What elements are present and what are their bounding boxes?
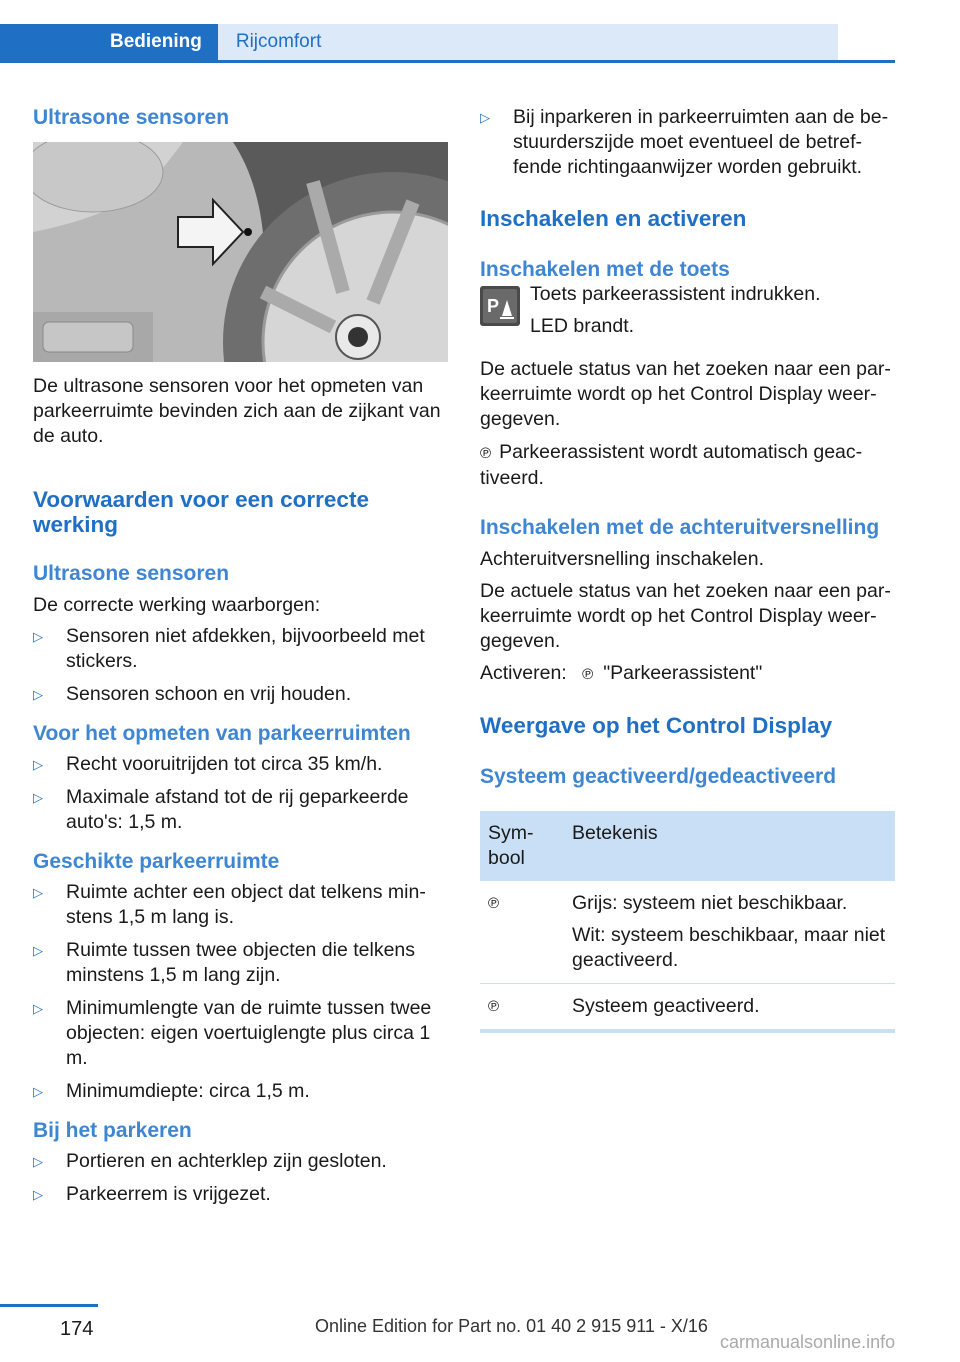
when-parking-list xyxy=(33,1149,448,1207)
parking-assistant-icon: ℗ xyxy=(480,984,564,1032)
page-number: 174 xyxy=(60,1318,94,1340)
sensor-list xyxy=(33,624,448,707)
watermark: carmanualsonline.info xyxy=(720,1332,896,1352)
display-title: Weergave op het Control Display xyxy=(480,713,833,738)
triangle-right-icon: ▷ xyxy=(33,943,43,958)
press-button-text: Toets parkeerassistent indrukken. xyxy=(530,283,821,305)
table-header-row xyxy=(480,811,895,881)
parking-assistant-icon: ℗ xyxy=(480,445,492,462)
reverse-gear-subtitle: Inschakelen met de achteruitversnelling xyxy=(480,516,880,539)
parking-assistant-button-icon xyxy=(480,286,520,326)
auto-activate-text: ℗ Parkeerassistent wordt automatisch geactiveerd. xyxy=(480,441,863,489)
symbol-column-header: Symbool xyxy=(480,811,564,881)
list-item: ▷ Maximale afstand tot de rij geparkeerde auto's: 1,5 m. xyxy=(33,786,409,833)
sensor-location-photo xyxy=(33,142,448,362)
system-status-subtitle: Systeem geactiveerd/gedeactiveerd xyxy=(480,765,837,788)
table-row: ℗ Systeem geactiveerd. xyxy=(480,984,895,1032)
sensors-intro: De ultrasone sensoren voor het opmeten van parkeerruimte bevinden zich aan de zijkant van de auto. xyxy=(33,375,441,447)
ultrasonic-subtitle: Ultrasone sensoren xyxy=(33,562,230,585)
list-item: ▷ Ruimte achter een object dat telkens minstens 1,5 m lang is. xyxy=(33,881,426,928)
measuring-subtitle: Voor het opmeten van parkeerruimten xyxy=(33,722,411,745)
when-parking-subtitle: Bij het parkeren xyxy=(33,1119,192,1142)
conditions-title: Voorwaarden voor een correcte werking xyxy=(33,487,369,537)
list-item: ▷ Portieren en achterklep zijn gesloten. xyxy=(33,1150,387,1172)
left-column xyxy=(33,95,448,1207)
list-item: ▷ Sensoren schoon en vrij houden. xyxy=(33,683,352,705)
suitable-space-list xyxy=(33,880,448,1104)
led-text: LED brandt. xyxy=(530,315,635,337)
list-item: ▷ Minimumdiepte: circa 1,5 m. xyxy=(33,1080,310,1102)
status-text-2: De actuele status van het zoeken naar een parkeerruimte wordt op het Control Display weergegeven. xyxy=(480,580,891,652)
symbol-table xyxy=(480,811,895,1033)
meaning-column-header: Betekenis xyxy=(564,811,895,881)
indicator-list xyxy=(480,105,895,180)
header-tabs xyxy=(0,24,838,60)
triangle-right-icon: ▷ xyxy=(33,757,43,772)
header-rule xyxy=(0,60,895,63)
triangle-right-icon: ▷ xyxy=(480,110,490,125)
suitable-space-subtitle: Geschikte parkeerruimte xyxy=(33,850,280,873)
list-item: ▷ Minimumlengte van de ruimte tussen twee objecten: eigen voertuiglengte plus circa 1 m. xyxy=(33,997,432,1069)
parking-assistant-icon: ℗ xyxy=(480,881,564,984)
list-item: ▷ Recht vooruitrijden tot circa 35 km/h. xyxy=(33,753,383,775)
button-instruction xyxy=(480,283,895,339)
triangle-right-icon: ▷ xyxy=(33,1084,43,1099)
list-item: ▷ Sensoren niet afdekken, bijvoorbeeld met stickers. xyxy=(33,625,425,672)
button-subtitle: Inschakelen met de toets xyxy=(480,258,730,281)
activate-title: Inschakelen en activeren xyxy=(480,206,747,231)
right-column xyxy=(480,95,895,1033)
triangle-right-icon: ▷ xyxy=(33,687,43,702)
triangle-right-icon: ▷ xyxy=(33,790,43,805)
tab-rijcomfort[interactable]: Rijcomfort xyxy=(218,24,838,60)
edition-text: Online Edition for Part no. 01 40 2 915 911 - X/16 xyxy=(315,1316,708,1336)
triangle-right-icon: ▷ xyxy=(33,629,43,644)
parking-assistant-icon: ℗ xyxy=(582,666,594,683)
activate-line: Activeren: ℗ "Parkeerassistent" xyxy=(480,662,763,684)
triangle-right-icon: ▷ xyxy=(33,1001,43,1016)
list-item: ▷ Parkeerrem is vrijgezet. xyxy=(33,1183,271,1205)
status-text: De actuele status van het zoeken naar een parkeerruimte wordt op het Control Display weergegeven. xyxy=(480,358,891,430)
table-row: ℗ Grijs: systeem niet beschikbaar. Wit: systeem beschikbaar, maar niet geactiveerd. xyxy=(480,881,895,984)
triangle-right-icon: ▷ xyxy=(33,885,43,900)
tab-bediening[interactable]: Bediening xyxy=(0,24,218,60)
svg-text:P: P xyxy=(487,296,500,316)
triangle-right-icon: ▷ xyxy=(33,1154,43,1169)
list-item: ▷ Ruimte tussen twee objecten die telkens minstens 1,5 m lang zijn. xyxy=(33,939,416,986)
reverse-gear-text: Achteruitversnelling inschakelen. xyxy=(480,548,764,570)
correct-operation-text: De correcte werking waarborgen: xyxy=(33,594,321,616)
measuring-list xyxy=(33,752,448,835)
triangle-right-icon: ▷ xyxy=(33,1187,43,1202)
sensors-title: Ultrasone sensoren xyxy=(33,106,230,129)
footer-rule xyxy=(0,1304,98,1307)
list-item: ▷ Bij inparkeren in parkeerruimten aan de bestuurderszijde moet eventueel de betreffende richtingaanwijzer worden gebruikt. xyxy=(480,106,889,178)
